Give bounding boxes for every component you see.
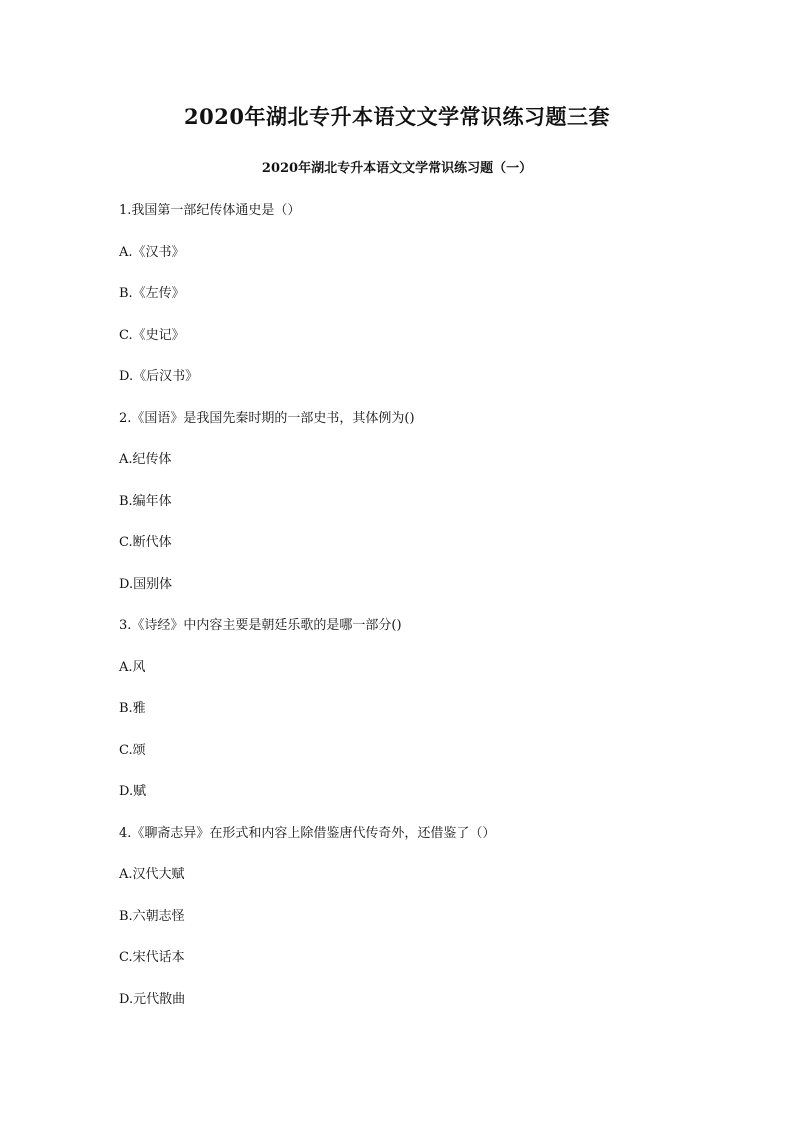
option-c: C.断代体 [119, 535, 172, 550]
option-a: A.汉代大赋 [119, 867, 185, 882]
option-a: A.《汉书》 [119, 244, 185, 260]
question-stem: 2.《国语》是我国先秦时期的一部史书，其体例为() [119, 410, 415, 426]
option-d: D.国别体 [119, 576, 173, 592]
question-stem: 1.我国第一部纪传体通史是（） [119, 203, 301, 218]
option-b: B.编年体 [119, 493, 172, 509]
question-stem: 3.《诗经》中内容主要是朝廷乐歌的是哪一部分() [119, 618, 402, 633]
option-c: C.颂 [119, 742, 146, 758]
option-a: A.风 [119, 659, 146, 675]
option-a: A.纪传体 [119, 452, 172, 467]
option-c: C.宋代话本 [119, 950, 185, 965]
option-c: C.《史记》 [119, 327, 185, 343]
option-b: B.《左传》 [119, 286, 185, 301]
document-title: 2020年湖北专升本语文文学常识练习题三套 [184, 104, 610, 129]
option-b: B.六朝志怪 [119, 908, 185, 924]
option-d: D.元代散曲 [119, 991, 186, 1007]
question-stem: 4.《聊斋志异》在形式和内容上除借鉴唐代传奇外，还借鉴了（） [119, 825, 496, 841]
option-d: D.赋 [119, 784, 147, 799]
question-list [119, 201, 679, 1031]
document-subtitle: 2020年湖北专升本语文文学常识练习题（一） [261, 161, 533, 176]
option-d: D.《后汉书》 [119, 369, 199, 384]
option-b: B.雅 [119, 701, 146, 716]
